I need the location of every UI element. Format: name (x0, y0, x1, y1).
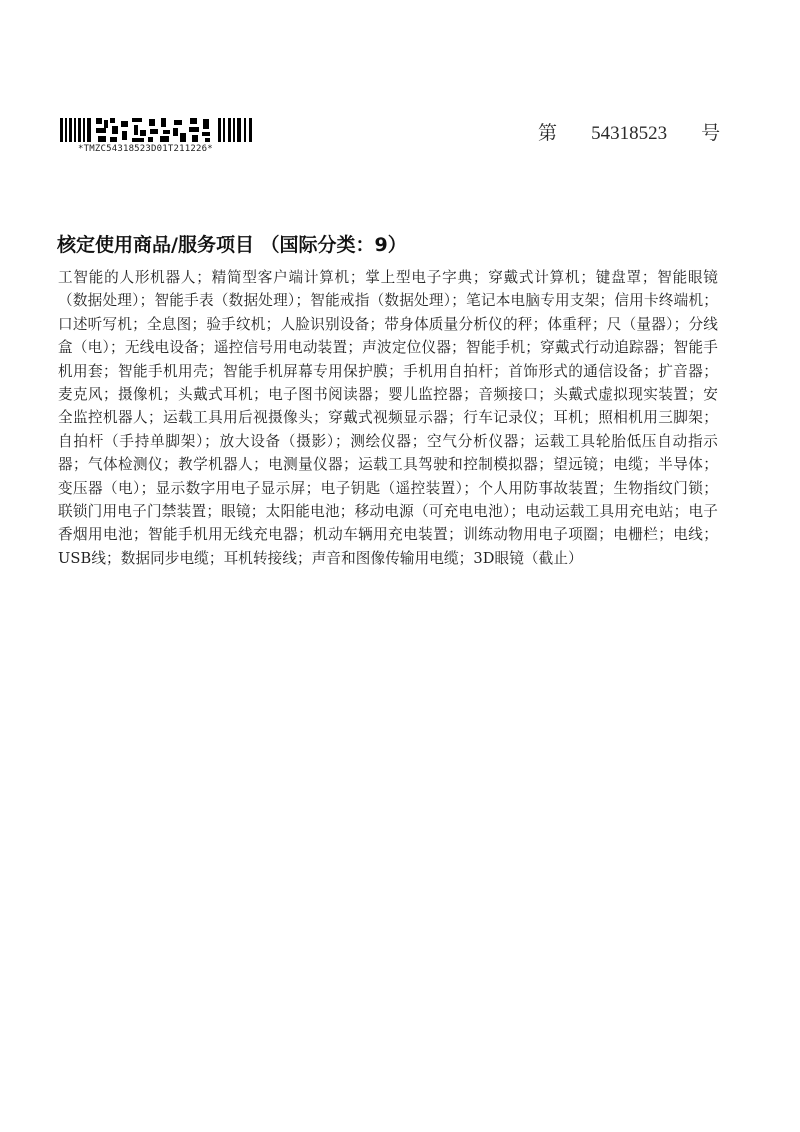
barcode-text: *TMZC54318523D01T211226* (78, 144, 213, 154)
reg-prefix: 第 (538, 122, 558, 144)
reg-number-value: 54318523 (591, 123, 668, 144)
section-title: 核定使用商品/服务项目 （国际分类：9） (57, 234, 407, 256)
reg-suffix: 号 (701, 122, 721, 144)
barcode-graphic (60, 118, 256, 142)
registration-number (538, 118, 720, 145)
goods-services-list: 工智能的人形机器人；精简型客户端计算机；掌上型电子字典；穿戴式计算机；键盘罩；智能眼镜（数据处理）；智能手表（数据处理）；智能戒指（数据处理）；笔记本电脑专用支架；信用卡终端机；口述听写机；全息图；验手纹机；人脸识别设备；带身体质量分析仪的秤；体重秤；尺（量器）；分线盒（电）；无线电设备；遥控信号用电动装置；声波定位仪器；智能手机；穿戴式行动追踪器；智能手机用套；智能手机用壳；智能手机屏幕专用保护膜；手机用自拍杆；首饰形式的通信设备；扩音器；麦克风；摄像机；头戴式耳机；电子图书阅读器；婴儿监控器；音频接口；头戴式虚拟现实装置；安全监控机器人；运载工具用后视摄像头；穿戴式视频显示器；行车记录仪；耳机；照相机用三脚架；自拍杆（手持单脚架）；放大设备（摄影）；测绘仪器；空气分析仪器；运载工具轮胎低压自动指示器；气体检测仪；教学机器人；电测量仪器；运载工具驾驶和控制模拟器；望远镜；电缆；半导体；变压器（电）；显示数字用电子显示屏；电子钥匙（遥控装置）；个人用防事故装置；生物指纹门锁；联锁门用电子门禁装置；眼镜；太阳能电池；移动电源（可充电电池）；电动运载工具用充电站；电子香烟用电池；智能手机用无线充电器；机动车辆用充电装置；训练动物用电子项圈；电栅栏；电线；USB线；数据同步电缆；耳机转接线；声音和图像传输用电缆；3D眼镜（截止） (58, 269, 718, 567)
barcode (60, 118, 260, 154)
